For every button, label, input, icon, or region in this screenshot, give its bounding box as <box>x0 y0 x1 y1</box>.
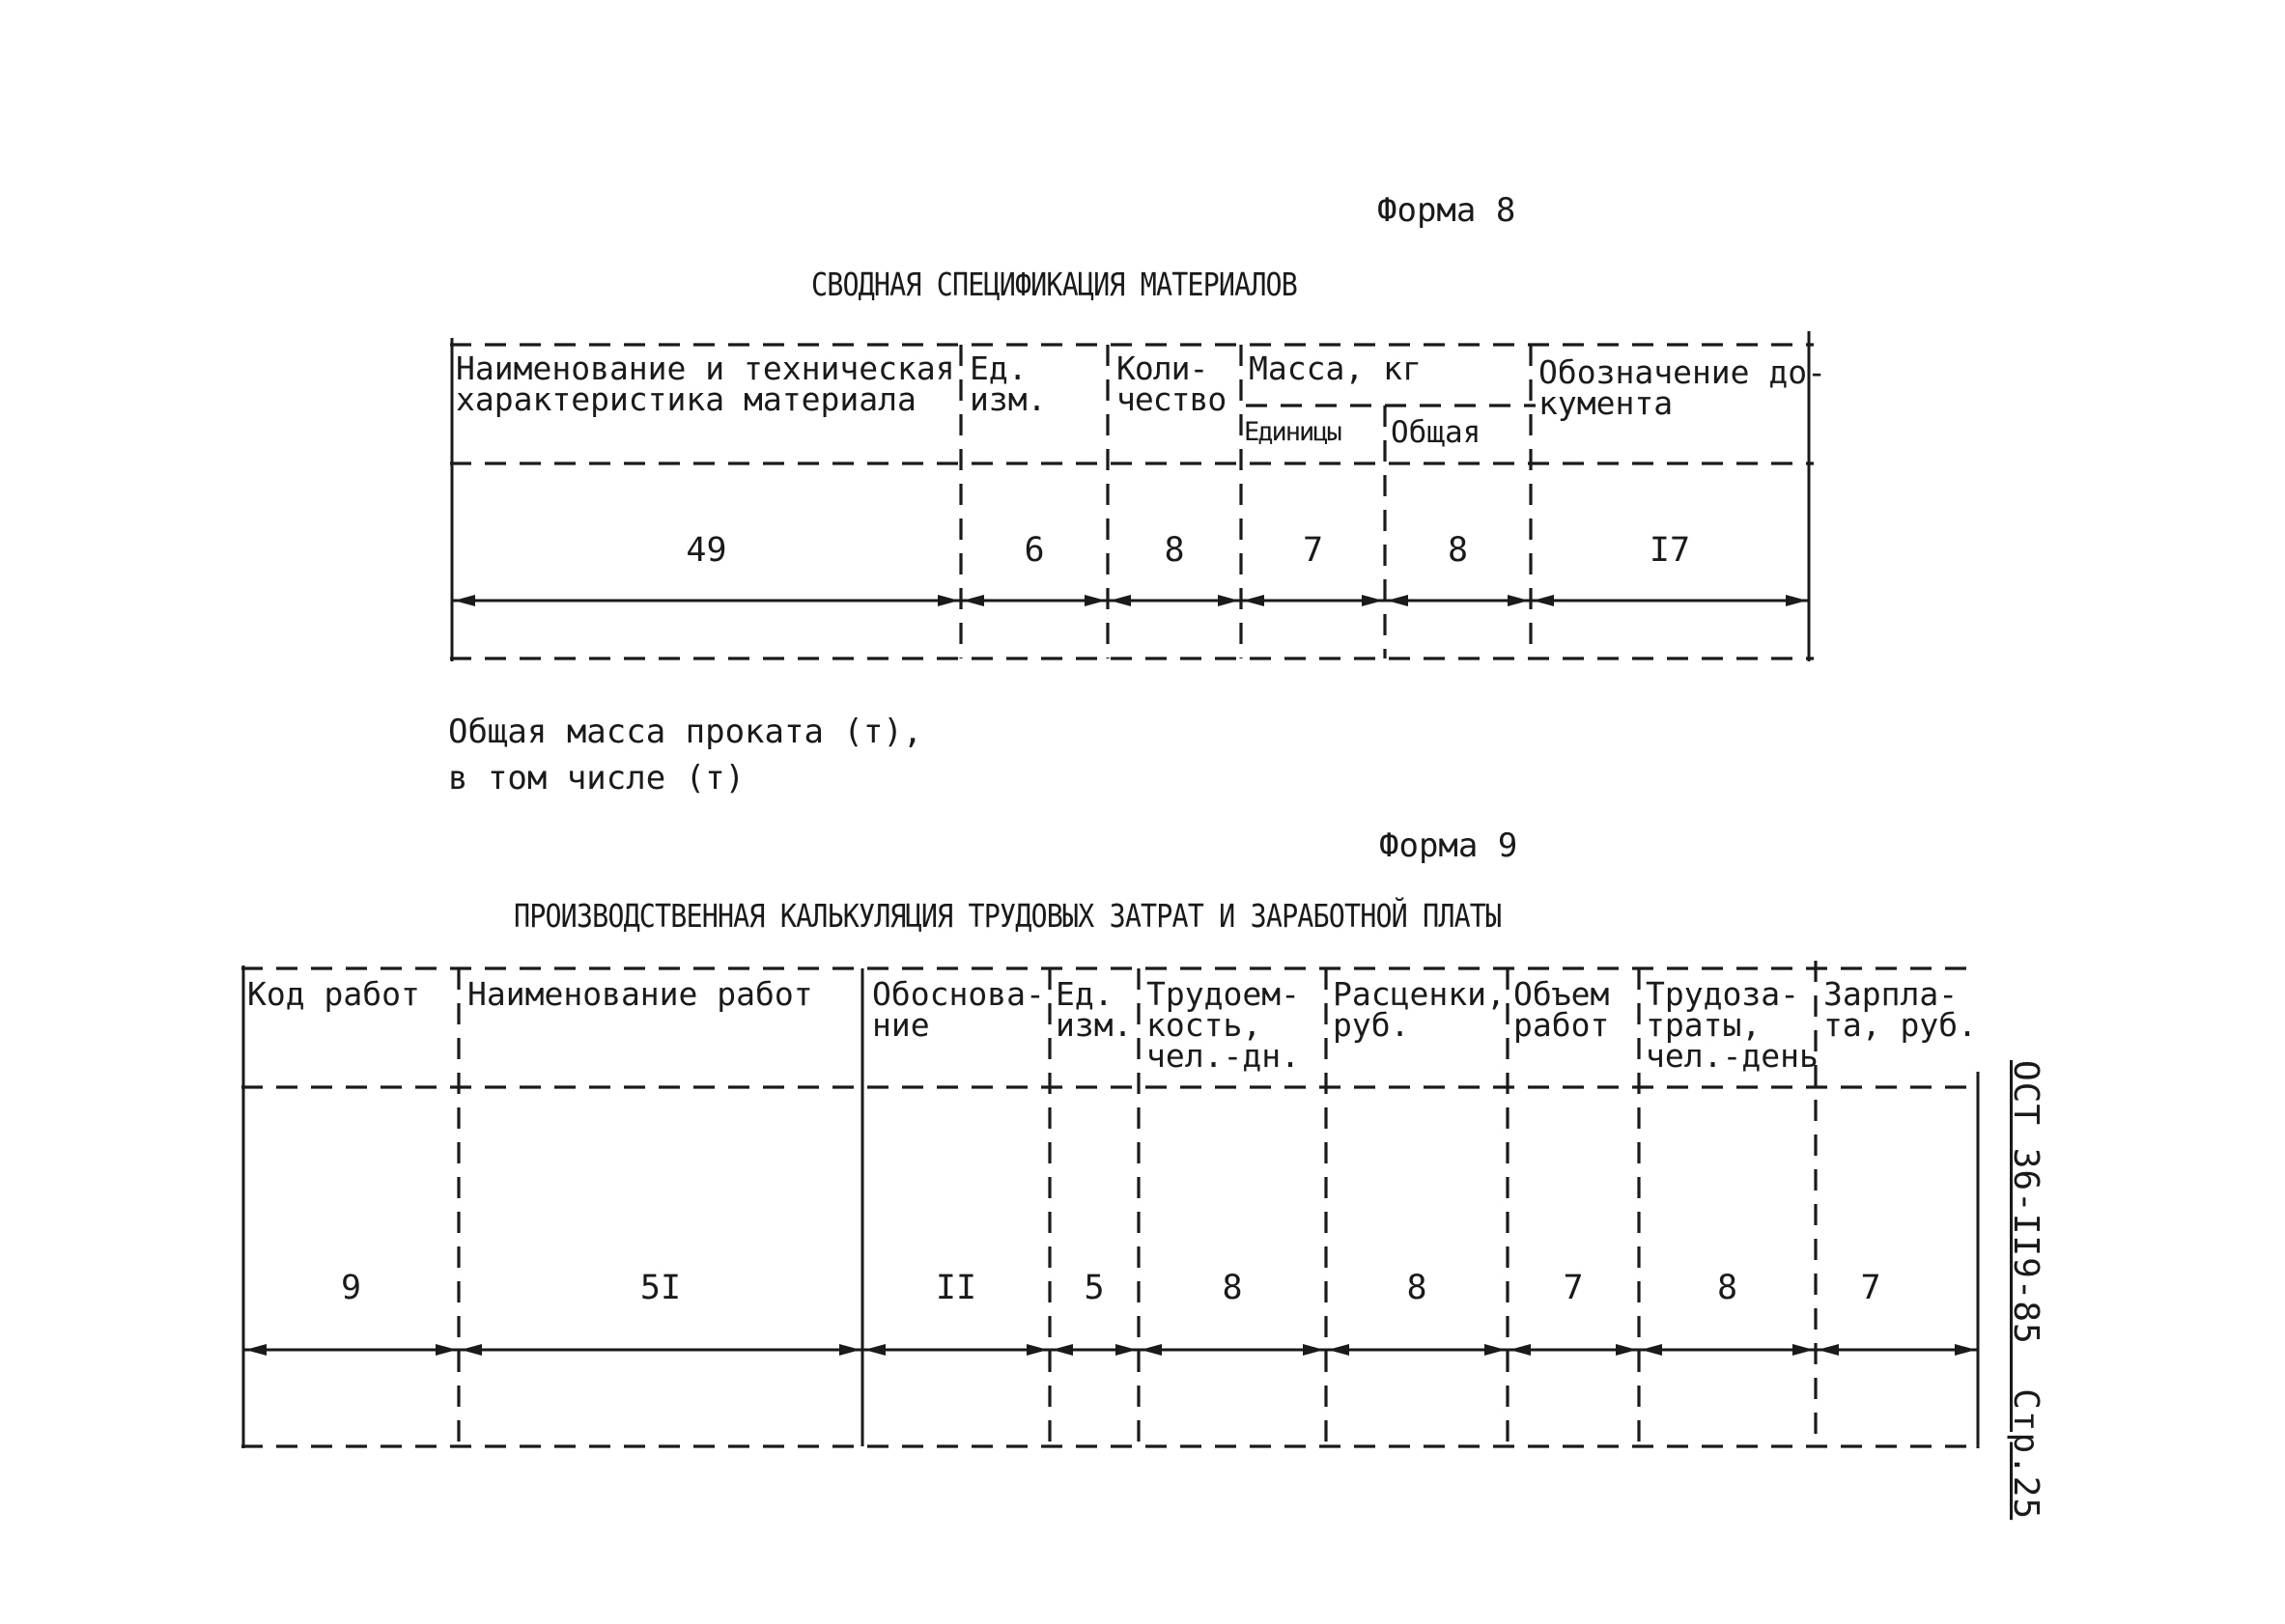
form9-header-wages: Зарпла- та, руб. <box>1823 975 1977 1044</box>
form8-width-qty: 8 <box>1164 531 1185 570</box>
form9-width-code: 9 <box>340 1269 362 1307</box>
form9-width-labor-intensity: 8 <box>1222 1269 1243 1307</box>
form8-header-mass: Масса, кг <box>1249 350 1422 387</box>
form8-width-unit: 6 <box>1024 531 1045 570</box>
form9-width-rates: 8 <box>1406 1269 1427 1307</box>
form9-header-justification: Обоснова- ние <box>872 975 1045 1044</box>
form8-note-total-mass: Общая масса проката (т), <box>448 713 923 751</box>
form8-label: Форма 8 <box>1377 191 1516 230</box>
form8-header-mass-total: Общая <box>1391 415 1481 450</box>
form9-header-unit: Ед. изм. <box>1056 975 1133 1044</box>
form9-label: Форма 9 <box>1379 826 1518 865</box>
form9-width-labor-costs: 8 <box>1716 1269 1738 1307</box>
form9-width-unit: 5 <box>1084 1269 1105 1307</box>
form8-header-unit: Ед. изм. <box>970 350 1047 418</box>
form8-width-mass-unit: 7 <box>1302 531 1324 570</box>
form8-title: СВОДНАЯ СПЕЦИФИКАЦИЯ МАТЕРИАЛОВ <box>811 266 1298 303</box>
form9-width-justification: II <box>935 1269 977 1307</box>
form9-header-rates: Расценки, руб. <box>1333 975 1506 1044</box>
form9-width-wages: 7 <box>1860 1269 1881 1307</box>
form8-header-name: Наименование и техническая характеристика материала <box>456 350 955 418</box>
form9-header-labor-intensity: Трудоем- кость, чел.-дн. <box>1146 975 1300 1075</box>
form9-width-work-name: 5I <box>639 1269 682 1307</box>
form9-header-volume: Объем работ <box>1513 975 1610 1044</box>
form8-note-including: в том числе (т) <box>448 759 746 798</box>
form8-width-doc: I7 <box>1649 531 1691 570</box>
form9-width-volume: 7 <box>1563 1269 1584 1307</box>
form9-header-work-name: Наименование работ <box>467 975 813 1013</box>
form9-header-code: Код работ <box>247 975 420 1013</box>
form8-width-mass-total: 8 <box>1447 531 1469 570</box>
document-side-code: ОСТ 36-II9-85 Стр.25 <box>2006 1060 2045 1521</box>
form8-width-name: 49 <box>686 531 727 570</box>
form9-header-labor-costs: Трудоза- траты, чел.-день <box>1646 975 1819 1075</box>
form9-title: ПРОИЗВОДСТВЕННАЯ КАЛЬКУЛЯЦИЯ ТРУДОВЫХ ЗАТРАТ И ЗАРАБОТНОЙ ПЛАТЫ <box>514 897 1502 935</box>
form8-header-mass-unit: Единицы <box>1244 417 1340 447</box>
form8-header-doc: Обозначение до- кумента <box>1538 353 1827 422</box>
form8-header-qty: Коли- чество <box>1116 350 1227 418</box>
